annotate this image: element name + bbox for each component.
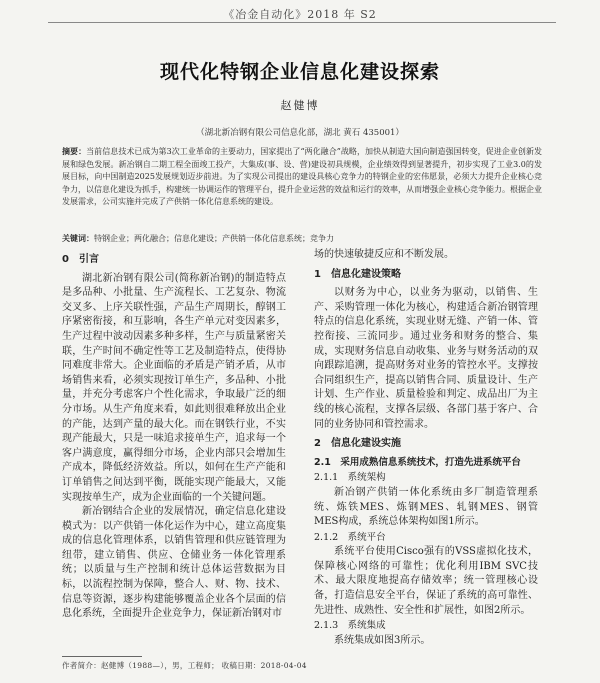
abstract bbox=[62, 145, 542, 209]
section-2-1-2-paragraph: 系统平台使用Cisco强有的VSS虚拟化技术，保障核心网络的可靠性；优化利用IBM SVC技术、最大限度地提高存储效率；统一管理核心设备，打造信息安全平台，保证了系统的高可靠性、先进性、成熟性、安全性和扩展性，如图2所示。 bbox=[314, 546, 538, 616]
section-1-paragraph: 以财务为中心，以业务为驱动，以销售、生产、采购管理一体化为核心，构建适合新冶钢管理特点的信息化系统，实现业财无缝、产销一体、管控衔接、三流同步。通过业务和财务的整合、集成，实现财务信息自动收集、业务与财务活动的双向跟踪追溯，提高财务对业务的管控水平。支撑按合同组织生产，提高以销售合同、质量设计、生产计划、生产作业、质量检验和判定、成品出厂为主线的核心流程，支撑各层级、各部门基于客户、合同的业务协同和管控需求。 bbox=[314, 287, 538, 430]
section-2-1-1-paragraph: 新冶钢产供销一体化系统由多厂制造管理系统、炼铁MES、炼钢MES、轧钢MES、钢管MES构成，系统总体架构如图1所示。 bbox=[314, 486, 538, 528]
abstract-label: 摘要： bbox=[62, 146, 87, 156]
section-2-1-3-heading: 2.1.3 系统集成 bbox=[314, 620, 386, 632]
section-1-heading: 1 信息化建设策略 bbox=[314, 268, 401, 280]
section-0-heading: 0 引言 bbox=[62, 254, 99, 265]
left-column bbox=[62, 248, 286, 622]
keywords-text: 特钢企业；两化融合；信息化建设；产供销一体化信息系统；竞争力 bbox=[94, 234, 334, 243]
section-0-paragraph-1: 湖北新冶钢有限公司(简称新冶钢)的制造特点是多品种、小批量、生产流程长、工艺复杂、物流交叉多、上序关联性强，产品生产周期长，醇钢工序紧密衔接，和互影响，各生产单元对变因素多，生产过程中波动因素多种多样，生产与质量紧密关联，生产时间不确定性等工艺及制造特点，使得协同难度非常大。企业面临的矛盾是产销矛盾，从市场销售来看，必须实现按订单生产，多品种、小批量，并充分考虑客户个性化需求，争取最广泛的细分市场。从生产角度来看，如此则很难释放出企业的产能，达到产量的最大化。而在钢铁行业，不实现产能最大，只是一味追求接单生产，追求每一个客户满意度，赢得细分市场，企业内部只会增加生产成本，降低经济效益。所以，如何在生产产能和订单销售之间达到平衡，既能实现产能最大，又能实现按单生产，成为企业面临的一个关键问题。 bbox=[62, 272, 286, 503]
right-column bbox=[314, 248, 538, 648]
keywords-label: 关键词： bbox=[62, 233, 94, 243]
section-2-1-heading: 2.1 采用成熟信息系统技术，打造先进系统平台 bbox=[314, 456, 521, 468]
section-2-1-2-heading: 2.1.2 系统平台 bbox=[314, 531, 386, 543]
section-2-1-1-heading: 2.1.1 系统架构 bbox=[314, 472, 386, 484]
article-affiliation: （湖北新冶钢有限公司信息化部，湖北 黄石 435001） bbox=[196, 128, 404, 138]
header-rule bbox=[48, 22, 556, 23]
footnote-rule bbox=[62, 656, 142, 657]
section-2-heading: 2 信息化建设实施 bbox=[314, 438, 401, 450]
abstract-text: 当前信息技术已成为第3次工业革命的主要动力，国家提出了“两化融合”战略，加快从制造大国向制造强国转变，促进企业创新发展和绿色发展。新冶钢自二期工程全面竣工投产，大集成(事、设、营)建设初具规模，企业绩效得到显著提升，初步实现了工业3.0的发展目标，向中国制造2025发展规划迈步前进。为了实现公司提出的建设具核心竞争力的特钢企业的宏伟愿景，必须大力提升企业核心竞争力，以信息化建设为抓手，构建统一协调运作的管理平台，提升企业运营的效益和运行的效率，从而增强企业核心竞争能力。根据企业发展需求，公司实施并完成了产供销一体化信息系统的建设。 bbox=[62, 147, 543, 206]
continued-paragraph: 场的快速敏捷反应和不断发展。 bbox=[314, 249, 454, 260]
running-head: 《冶金自动化》2018 年 S2 bbox=[223, 8, 377, 21]
section-0-paragraph-2: 新冶钢结合企业的发展情况，确定信息化建设模式为：以产供销一体化运作为中心，建立高度集成的信息化管理体系，以销售管理和供应链管理为纽带，建立销售、供应、仓储业务一体化管理系统；以质量与生产控制和统计总体运营数据为目标，以流程控制为保障，整合人、财、物、技术、信息等资源，逐步构建能够覆盖企业各个层面的信息化系统，全面提升企业竞争力，保证新冶钢对市 bbox=[62, 506, 286, 620]
article-title: 现代化特钢企业信息化建设探索 bbox=[159, 61, 440, 83]
section-2-1-3-paragraph: 系统集成如图3所示。 bbox=[334, 634, 431, 646]
keywords bbox=[62, 232, 542, 245]
author-footnote: 作者简介：赵健博（1988—），男，工程师； 收稿日期：2018-04-04 bbox=[62, 661, 307, 670]
article-author: 赵健博 bbox=[280, 99, 320, 112]
